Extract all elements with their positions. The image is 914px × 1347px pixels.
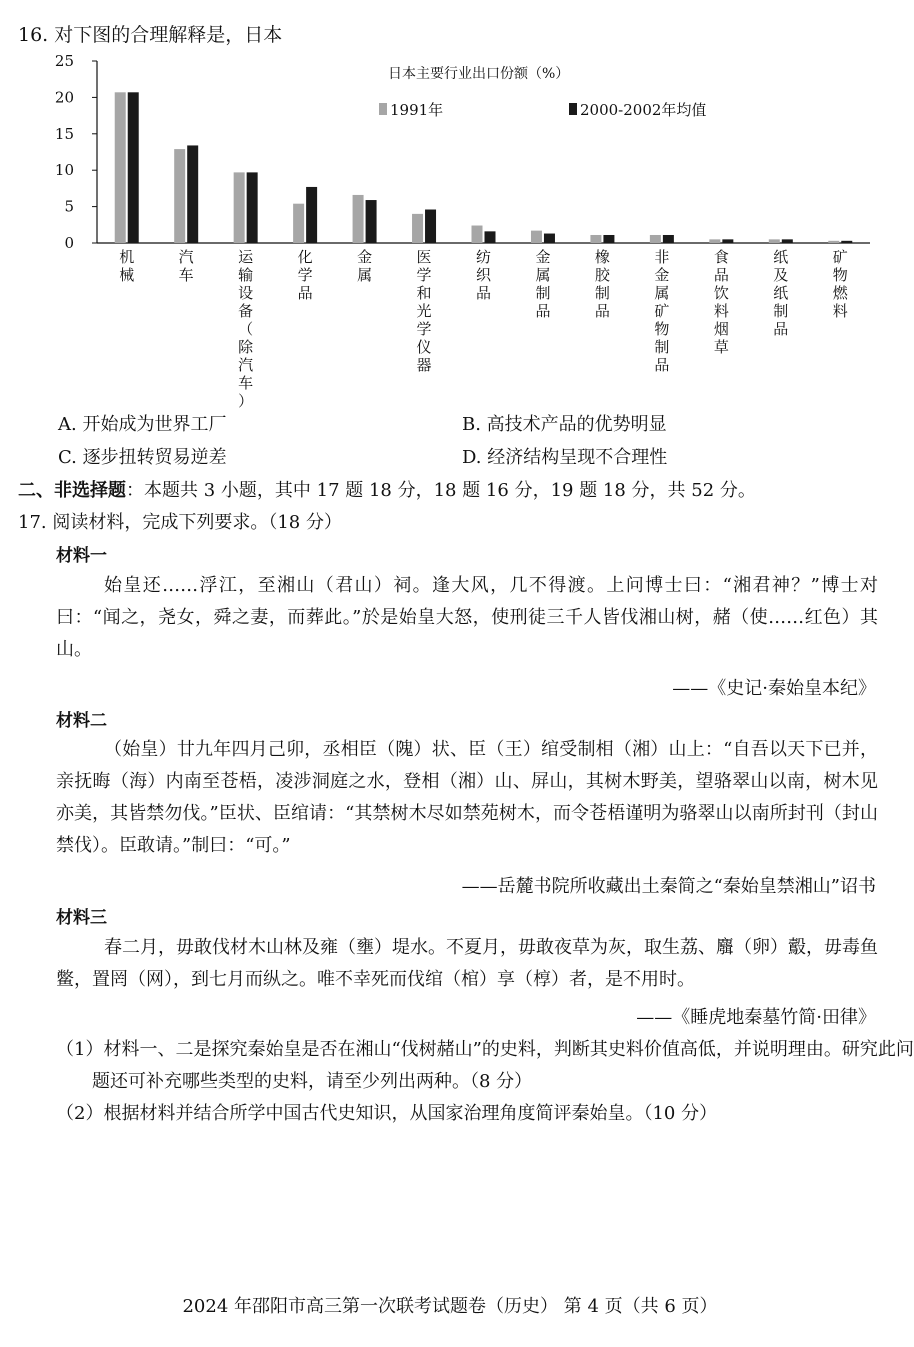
legend-swatch-1991 <box>379 103 387 115</box>
y-tick-label: 20 <box>54 88 74 107</box>
y-tick-label: 25 <box>54 52 74 70</box>
bar-1991 <box>531 231 542 243</box>
x-category-label: 运输设备（除汽车） <box>238 248 254 410</box>
option-b: B. 高技术产品的优势明显 <box>462 414 667 435</box>
part-two-instructions <box>18 476 756 502</box>
bar-2000-2002 <box>306 187 317 243</box>
chart-bars <box>115 92 853 243</box>
x-category-label: 非金属矿物制品 <box>654 248 670 374</box>
option-a: A. 开始成为世界工厂 <box>58 414 227 435</box>
material-3-source: ——《睡虎地秦墓竹简·田律》 <box>636 1007 876 1028</box>
legend-label-2000-2002: 2000-2002年均值 <box>580 101 707 119</box>
material-2-source: ——岳麓书院所收藏出土秦简之“秦始皇禁湘山”诏书 <box>461 876 876 897</box>
part-two-heading: 二、非选择题 <box>18 480 126 501</box>
page-footer: 2024 年邵阳市高三第一次联考试题卷（历史） 第 4 页（共 6 页） <box>182 1296 718 1317</box>
x-category-label: 橡胶制品 <box>594 248 610 320</box>
x-category-label: 金属 <box>357 248 373 284</box>
material-3-text: 春二月，毋敢伐材木山林及雍（壅）堤水。不夏月，毋敢夜草为灰，取生荔、麛（卵）鷇，毋毒鱼鳖，置罔（网），到七月而纵之。唯不幸死而伐绾（棺）享（椁）者，是不用时。 <box>56 937 878 990</box>
bar-2000-2002 <box>841 241 852 243</box>
x-category-label: 食品饮料烟草 <box>713 248 729 356</box>
y-tick-label: 0 <box>64 234 74 252</box>
legend-swatch-2000-2002 <box>569 103 577 115</box>
x-category-label: 纸及纸制品 <box>773 248 789 338</box>
y-tick-label: 10 <box>54 161 74 180</box>
bar-2000-2002 <box>366 200 377 243</box>
part-two-text: ：本题共 3 小题，其中 17 题 18 分，18 题 16 分，19 题 18 分，共 52 分。 <box>126 480 756 501</box>
material-2-title: 材料二 <box>56 711 107 731</box>
bar-2000-2002 <box>247 172 258 243</box>
x-category-label: 金属制品 <box>535 248 551 320</box>
bar-2000-2002 <box>603 235 614 243</box>
subquestion-2: （2）根据材料并结合所学中国古代史知识，从国家治理角度简评秦始皇。（10 分） <box>56 1103 718 1124</box>
bar-1991 <box>828 241 839 243</box>
question-17-stem: 17. 阅读材料，完成下列要求。（18 分） <box>18 512 342 533</box>
export-share-bar-chart <box>0 50 900 410</box>
material-3-title: 材料三 <box>56 908 107 928</box>
y-tick-label: 15 <box>54 124 74 143</box>
bar-1991 <box>709 239 720 243</box>
x-category-label: 纺织品 <box>475 248 492 302</box>
x-category-label: 矿物燃料 <box>832 248 848 320</box>
material-1-title: 材料一 <box>56 546 107 566</box>
legend-label-1991: 1991年 <box>390 101 444 119</box>
material-1-text: 始皇还……浮江，至湘山（君山）祠。逢大风，几不得渡。上问博士曰：“湘君神？”博士对曰：“闻之，尧女，舜之妻，而葬此。”於是始皇大怒，使刑徒三千人皆伐湘山树，赭（使……红色）其山。 <box>56 575 878 660</box>
bar-1991 <box>412 214 423 243</box>
option-c: C. 逐步扭转贸易逆差 <box>58 447 227 468</box>
x-category-label: 汽车 <box>178 248 194 284</box>
material-1-source: ——《史记·秦始皇本纪》 <box>672 678 876 699</box>
option-d: D. 经济结构呈现不合理性 <box>462 447 668 468</box>
question-16-stem: 16. 对下图的合理解释是，日本 <box>18 24 283 46</box>
bar-2000-2002 <box>187 145 198 243</box>
bar-2000-2002 <box>663 235 674 243</box>
bar-1991 <box>293 204 304 243</box>
bar-2000-2002 <box>722 239 733 243</box>
bar-1991 <box>115 92 126 243</box>
bar-2000-2002 <box>782 239 793 243</box>
bar-1991 <box>234 172 245 243</box>
bar-2000-2002 <box>544 234 555 243</box>
y-tick-label: 5 <box>64 197 74 216</box>
chart-title: 日本主要行业出口份额（%） <box>388 66 570 82</box>
subquestion-1: （1）材料一、二是探究秦始皇是否在湘山“伐树赭山”的史料，判断其史料价值高低，并说明理由。研究此问题还可补充哪些类型的史料，请至少列出两种。（8 分） <box>56 1039 914 1092</box>
bar-2000-2002 <box>425 210 436 243</box>
x-category-label: 医学和光学仪器 <box>416 248 432 374</box>
x-category-label: 机械 <box>119 248 135 284</box>
bar-2000-2002 <box>485 231 496 243</box>
bar-1991 <box>590 235 601 243</box>
bar-2000-2002 <box>128 92 139 243</box>
bar-1991 <box>174 149 185 243</box>
bar-1991 <box>650 235 661 243</box>
bar-1991 <box>769 239 780 243</box>
chart-category-labels <box>119 248 849 410</box>
x-category-label: 化学品 <box>297 248 313 302</box>
bar-1991 <box>472 226 483 243</box>
bar-1991 <box>353 195 364 243</box>
material-2-text: （始皇）廿九年四月己卯，丞相臣（隗）状、臣（王）绾受制相（湘）山上：“自吾以天下已并，亲抚晦（海）内南至苍梧，凌涉洞庭之水，登相（湘）山、屏山，其树木野美，望骆翠山以南，树木见亦美，其皆禁勿伐。”臣状、臣绾请：“其禁树木尽如禁苑树木，而令苍梧谨明为骆翠山以南所封刊（封山禁伐）。臣敢请。”制曰：“可。” <box>56 739 878 856</box>
